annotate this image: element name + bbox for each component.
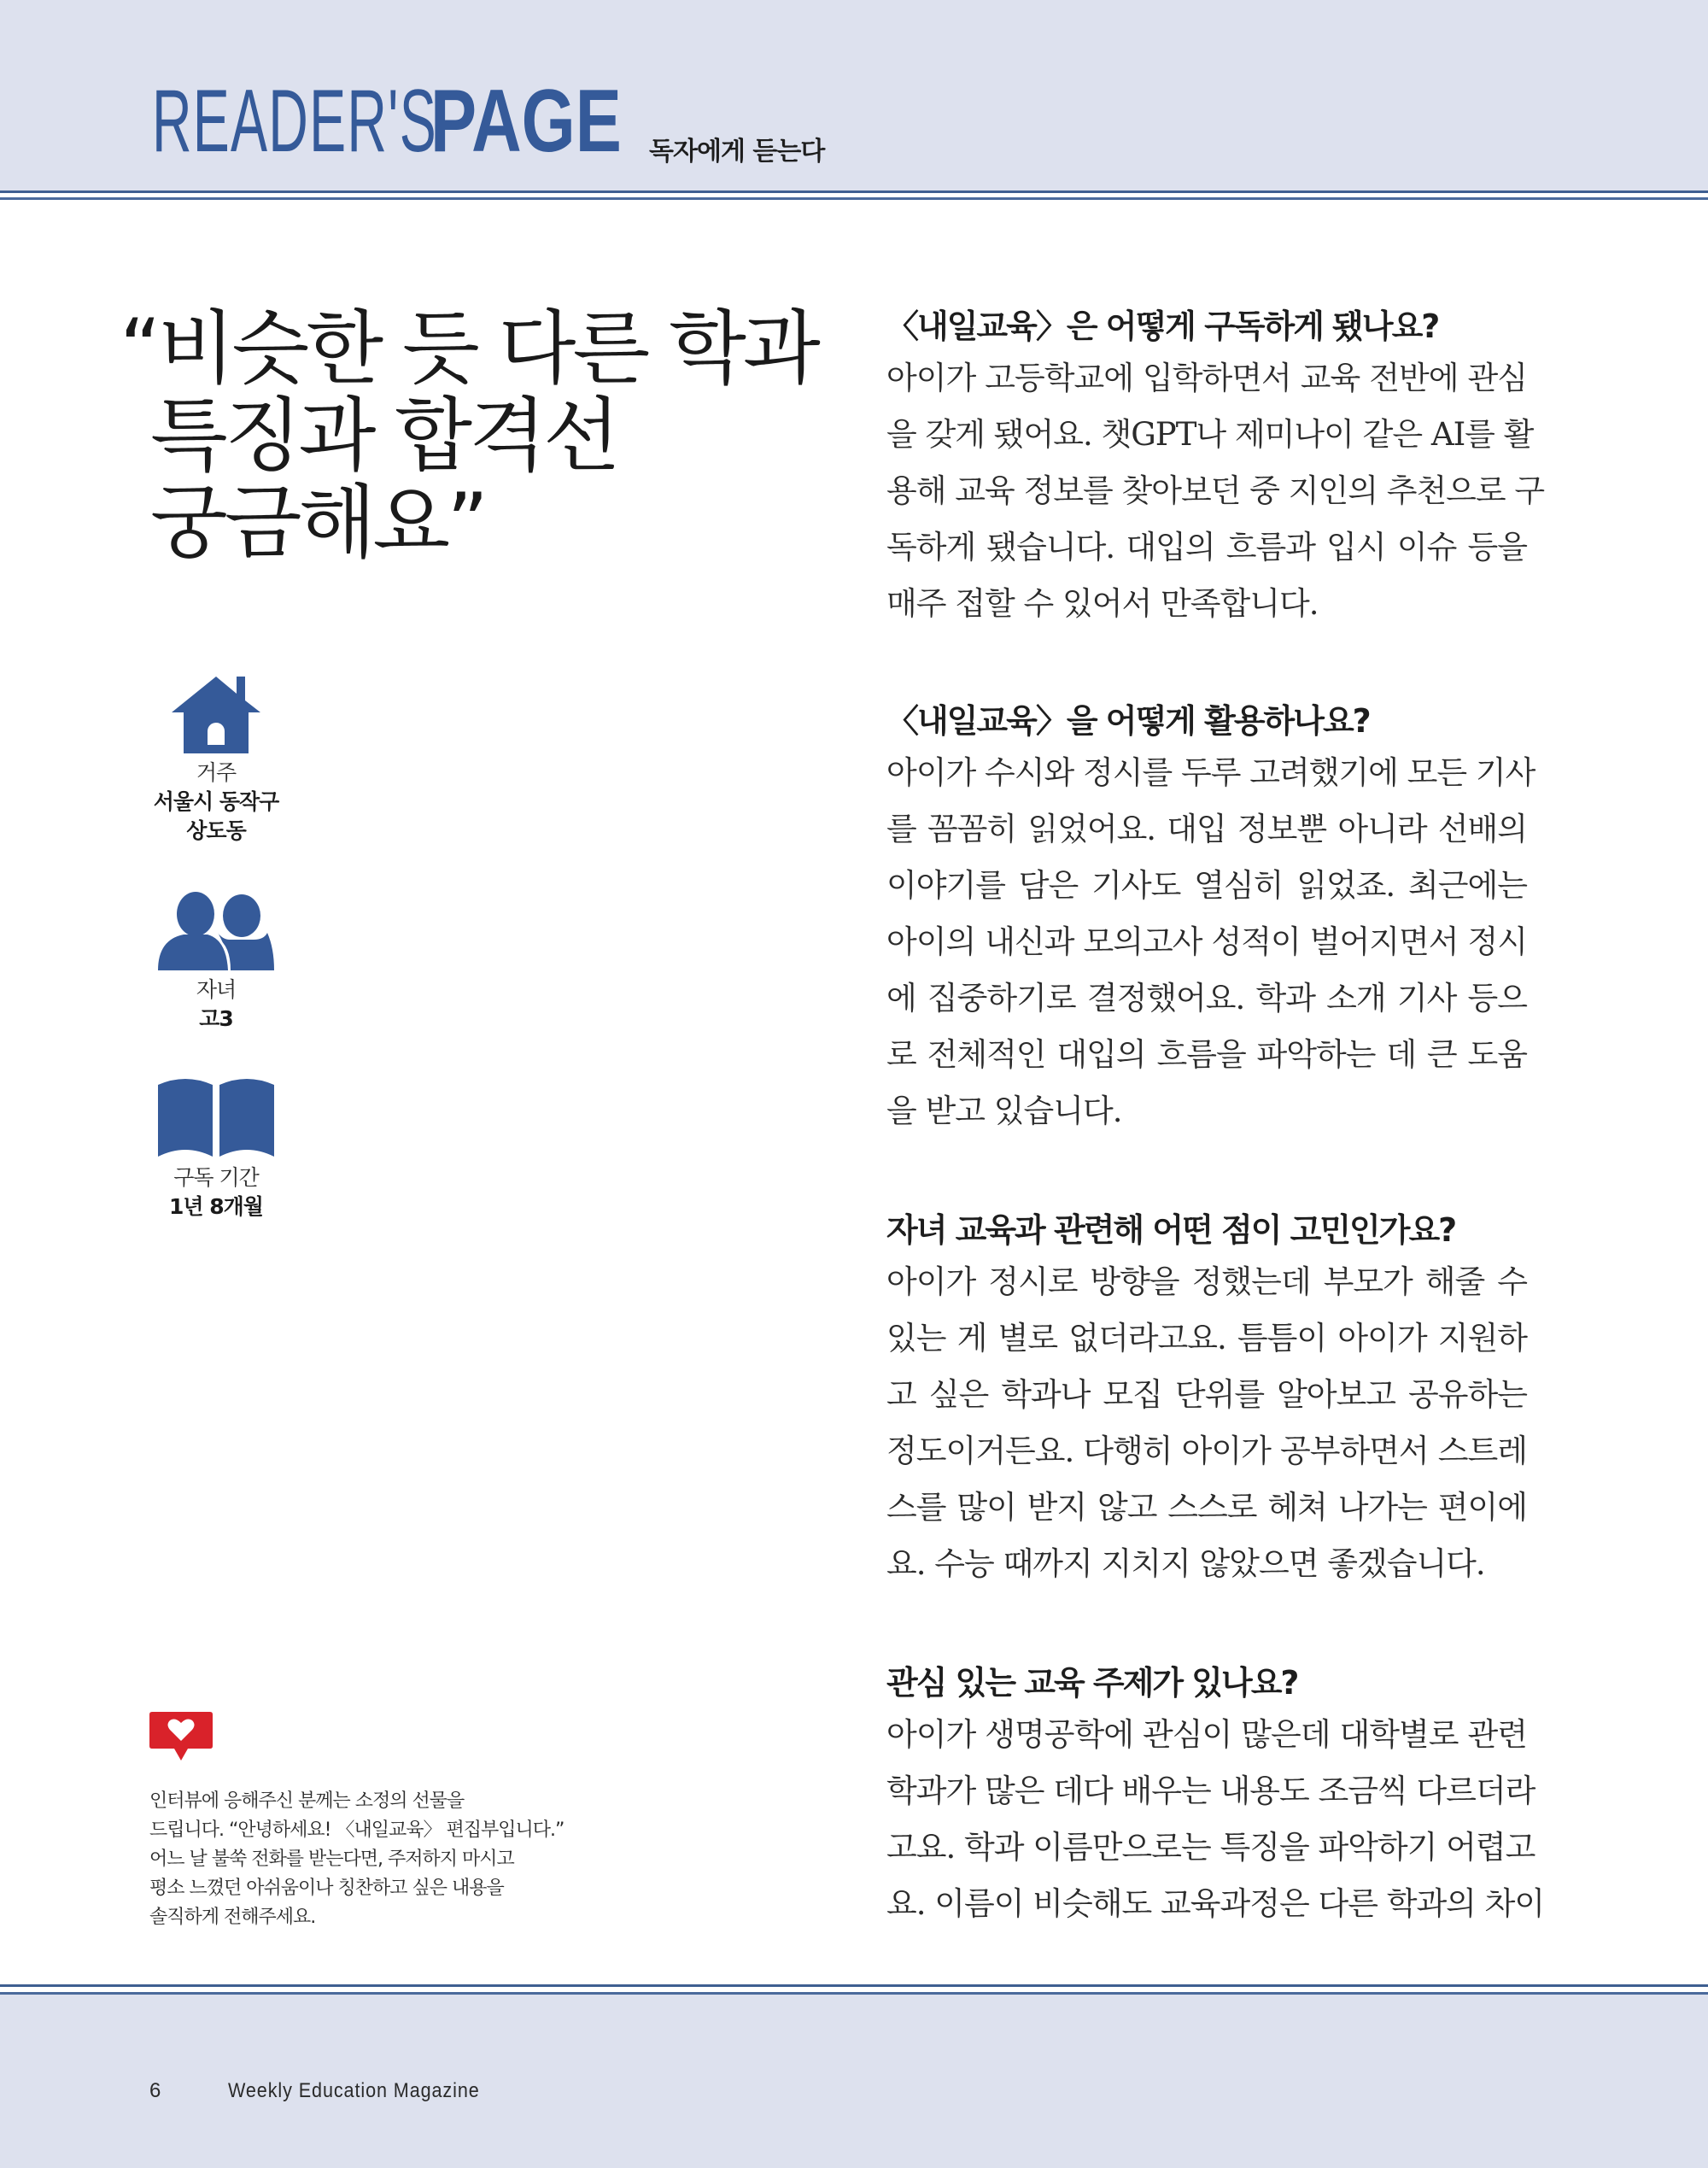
- profile-children: [128, 892, 304, 1034]
- answer-line: 을 갖게 됐어요. 챗GPT나 제미나이 같은 AI를 활: [886, 416, 1534, 453]
- answer-line: 를 꼼꼼히 읽었어요. 대입 정보뿐 아니라 선배의: [886, 811, 1527, 847]
- header-rule-bottom: [0, 197, 1708, 200]
- answer-line: 에 집중하기로 결정했어요. 학과 소개 기사 등으: [886, 980, 1527, 1017]
- qa-block: [886, 697, 1535, 1140]
- qa-block: [886, 1206, 1527, 1592]
- residence-label: 거주: [196, 760, 237, 785]
- headline-line: “비슷한 듯 다른 학과: [120, 302, 817, 396]
- answer-text: [886, 350, 1545, 632]
- answer-line: 정도이거든요. 다행히 아이가 공부하면서 스트레: [886, 1433, 1527, 1469]
- page-number: 6: [149, 2079, 161, 2102]
- section-title-bold: PAGE: [430, 72, 622, 171]
- answer-line: 매주 접할 수 있어서 만족합니다.: [886, 585, 1319, 622]
- answer-line: 로 전체적인 대입의 흐름을 파악하는 데 큰 도움: [886, 1036, 1527, 1073]
- headline-line: 특징과 합격선: [150, 390, 617, 483]
- question-heading: 자녀 교육과 관련해 어떤 점이 고민인가요?: [886, 1211, 1456, 1249]
- note-line: 솔직하게 전해주세요.: [149, 1907, 316, 1928]
- answer-line: 있는 게 별로 없더라고요. 틈틈이 아이가 지원하: [886, 1320, 1527, 1356]
- note-line: 어느 날 불쑥 전화를 받는다면, 주저하지 마시고: [149, 1849, 514, 1870]
- note-line: 드립니다. “안녕하세요! 〈내일교육〉 편집부입니다.”: [149, 1819, 564, 1841]
- question-heading: 관심 있는 교육 주제가 있나요?: [886, 1664, 1298, 1702]
- answer-line: 학과가 많은 데다 배우는 내용도 조금씩 다르더라: [886, 1772, 1535, 1809]
- profile-subscription: [128, 1078, 304, 1222]
- answer-line: 요. 수능 때까지 지치지 않았으면 좋겠습니다.: [886, 1545, 1485, 1582]
- answer-line: 독하게 됐습니다. 대입의 흐름과 입시 이슈 등을: [886, 529, 1527, 565]
- answer-text: [886, 1707, 1545, 1932]
- house-icon: [172, 675, 260, 753]
- answer-line: 아이가 생명공학에 관심이 많은데 대학별로 관련: [886, 1716, 1527, 1753]
- question-heading: 〈내일교육〉을 어떻게 활용하나요?: [886, 702, 1370, 740]
- subscription-label: 구독 기간: [173, 1165, 259, 1190]
- note-line: 인터뷰에 응해주신 분께는 소정의 선물을: [149, 1790, 465, 1812]
- interview-gift-note: [149, 1787, 594, 1932]
- magazine-name: Weekly Education Magazine: [227, 2079, 480, 2102]
- profile-residence: [128, 675, 304, 846]
- page-footer: [149, 2079, 507, 2103]
- answer-line: 아이의 내신과 모의고사 성적이 벌어지면서 정시: [886, 923, 1527, 960]
- note-line: 평소 느꼈던 아쉬움이나 칭찬하고 싶은 내용을: [149, 1878, 504, 1899]
- answer-line: 아이가 정시로 방향을 정했는데 부모가 해줄 수: [886, 1263, 1527, 1300]
- answer-text: [886, 1254, 1527, 1592]
- subscription-value: 1년 8개월: [169, 1194, 263, 1219]
- question-heading: 〈내일교육〉은 어떻게 구독하게 됐나요?: [886, 308, 1439, 345]
- children-label: 자녀: [196, 977, 237, 1002]
- heart-speech-bubble-icon: [149, 1712, 213, 1761]
- answer-line: 아이가 고등학교에 입학하면서 교육 전반에 관심: [886, 360, 1527, 396]
- open-book-icon: [158, 1078, 274, 1158]
- residence-value: 상도동: [186, 818, 246, 843]
- answer-line: 용해 교육 정보를 찾아보던 중 지인의 추천으로 구: [886, 472, 1545, 509]
- answer-line: 고 싶은 학과나 모집 단위를 알아보고 공유하는: [886, 1376, 1527, 1413]
- children-value: 고3: [199, 1006, 233, 1031]
- answer-line: 요. 이름이 비슷해도 교육과정은 다른 학과의 차이: [886, 1885, 1545, 1922]
- section-subtitle: 독자에게 듣는다: [649, 137, 825, 167]
- footer-rule-top: [0, 1984, 1708, 1987]
- qa-block: [886, 302, 1545, 632]
- answer-line: 이야기를 담은 기사도 열심히 읽었죠. 최근에는: [886, 867, 1527, 904]
- header-rule-top: [0, 190, 1708, 193]
- qa-block: [886, 1659, 1545, 1932]
- answer-line: 스를 많이 받지 않고 스스로 헤쳐 나가는 편이에: [886, 1489, 1527, 1526]
- residence-value: 서울시 동작구: [153, 789, 279, 814]
- answer-line: 을 받고 있습니다.: [886, 1093, 1122, 1129]
- section-title-light: READER'S: [152, 72, 437, 171]
- answer-line: 고요. 학과 이름만으로는 특징을 파악하기 어렵고: [886, 1829, 1535, 1866]
- headline-quote: [120, 302, 817, 570]
- headline-line: 궁금해요”: [150, 477, 485, 570]
- answer-text: [886, 745, 1535, 1140]
- people-icon: [158, 892, 274, 970]
- section-title: [152, 72, 635, 171]
- answer-line: 아이가 수시와 정시를 두루 고려했기에 모든 기사: [886, 754, 1535, 791]
